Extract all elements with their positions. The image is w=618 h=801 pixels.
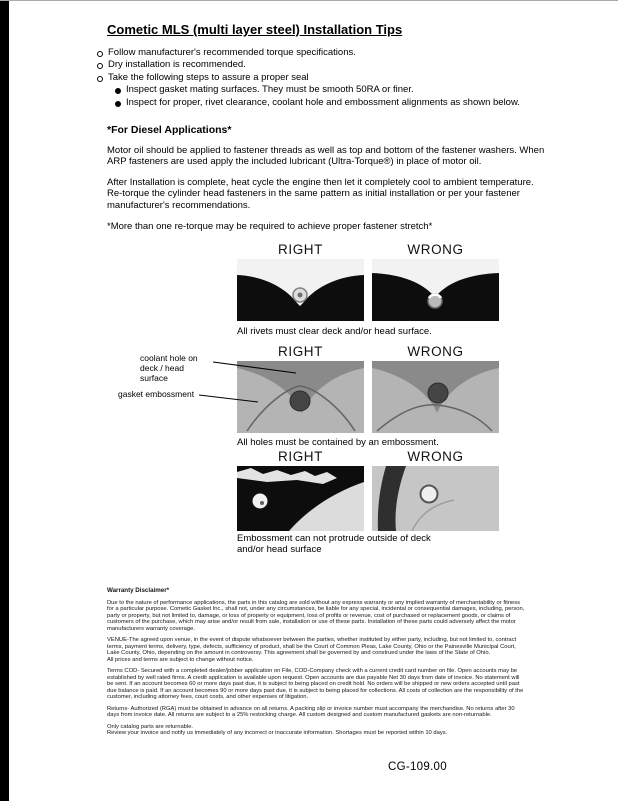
warranty-paragraph: Due to the nature of performance applications, the parts in this catalog are sold without any express warranty or any implied warranty of merchantability or fitness for a particular purpose. Cometic Gasket Inc., shall not, under any circumstances, be liable for any special, incidental or consequential damages, including, person, party or property, but not limited to, damage, or loss of property or equipment, loss of profits or revenue, cost of purchased or replacement goods, or claims of customers of the purchase, which may arise and/or result from sale, installation or use of these parts. Installation of these parts could adversely affect the motor manufacturers warranty coverage.: [107, 599, 525, 632]
open-bullet-icon: [97, 51, 103, 57]
row1-wrong-label: WRONG: [407, 242, 464, 258]
filled-bullet-icon: [115, 101, 121, 107]
tip-item: [97, 47, 618, 59]
page-title: Cometic MLS (multi layer steel) Installation Tips: [107, 22, 403, 37]
row2-right-image: [237, 361, 364, 433]
row3-right-label: RIGHT: [278, 449, 323, 465]
tip-text: Take the following steps to assure a proper seal: [108, 71, 309, 83]
row1-caption: All rivets must clear deck and/or head surface.: [237, 326, 432, 338]
row1-right-image: [237, 259, 364, 321]
row2-caption: All holes must be contained by an embossment.: [237, 437, 439, 449]
row3-wrong-label: WRONG: [407, 449, 464, 465]
diesel-paragraph-2: After Installation is complete, heat cycle the engine then let it completely cool to ambient temperature. Re-torque the cylinder head fasteners in the same pattern as initial installation or per your fastener manufacturer's recommendations.: [107, 176, 534, 211]
tip-text: Inspect gasket mating surfaces. They must be smooth 50RA or finer.: [126, 84, 414, 96]
page-number: CG-109.00: [388, 761, 447, 773]
warranty-paragraph: Returns- Authorized (RGA) must be obtained in advance on all returns. A packing slip or invoice number must accompany the merchandise. No returns after 30 days from invoice date. All returns are subject to a 25% restocking charge. All custom designed and custom manufactured gaskets are non-returnable.: [107, 705, 515, 719]
diagram-section: [0, 240, 618, 566]
warranty-disclaimer: [107, 588, 527, 737]
row1-right-label: RIGHT: [278, 242, 323, 258]
warranty-paragraph: Only catalog parts are returnable.: [107, 723, 194, 730]
tips-list: [97, 47, 618, 109]
diesel-applications-heading: *For Diesel Applications*: [107, 124, 232, 137]
gasket-embossment-callout: gasket embossment: [118, 389, 195, 400]
retorque-note: *More than one re-torque may be required to achieve proper fastener stretch*: [107, 221, 433, 233]
coolant-hole-callout: coolant hole on deck / head surface: [140, 353, 198, 384]
row1-wrong-image: [372, 259, 499, 321]
open-bullet-icon: [97, 76, 103, 82]
warranty-paragraph: Terms COD- Secured with a completed dealer/jobber application on File, COD-Company check with a current credit card number on file. Open accounts may be established by well rated firms. A credit application is available upon request. Open accounts are due payable Net 30 days from date of invoice. No statement will be sent. If an account becomes 60 or more days past due, it is subject to being placed on credit hold. No orders will be shipped or new orders accepted until past due balance is paid. If an account becomes 90 or more days past due, it is subject to being placed for collections. All costs of collection are the responsibility of the customer, including attorney fees, court costs, and other expenses of litigation.: [107, 668, 524, 701]
diesel-paragraph-1: Motor oil should be applied to fastener threads as well as top and bottom of the fastener washers. When ARP fasteners are used apply the included lubricant (Ultra-Torque®) in place of motor oil.: [107, 145, 545, 168]
tip-text: Dry installation is recommended.: [108, 59, 246, 71]
warranty-paragraph: Review your invoice and notify us immediately of any incorrect or inaccurate information. Shortages must be reported within 10 days.: [107, 730, 448, 737]
row3-wrong-image: [372, 466, 499, 531]
warranty-paragraph: All prices and terms are subject to change without notice.: [107, 656, 254, 663]
tip-text: Inspect for proper, rivet clearance, coolant hole and embossment alignments as shown below.: [126, 96, 520, 108]
tip-text: Follow manufacturer's recommended torque specifications.: [108, 47, 356, 58]
open-bullet-icon: [97, 63, 103, 69]
tip-sub-item: [115, 97, 618, 109]
row2-wrong-image: [372, 361, 499, 433]
page-content: [0, 1, 618, 742]
warranty-paragraph: VENUE-The agreed upon venue, in the event of dispute whatsoever between the parties, whether instituted by either party, including, but not limited to, contract terms, payment terms, delivery, type, defects, sufficiency of product, shall be the Court of Common Pleas, Lake County, Ohio or the Painesville Municipal Court, Lake County, Ohio, depending on the amount in controversy. This agreement shall be governed by and construed under the laws of the State of Ohio.: [107, 637, 517, 657]
row2-wrong-label: WRONG: [407, 344, 464, 360]
filled-bullet-icon: [115, 88, 121, 94]
row3-caption: Embossment can not protrude outside of deck and/or head surface: [237, 533, 431, 556]
tip-sub-item: [115, 84, 618, 96]
row3-right-image: [237, 466, 364, 531]
row2-right-label: RIGHT: [278, 344, 323, 360]
warranty-heading: Warranty Disclaimer*: [107, 587, 170, 595]
tip-item: [97, 72, 618, 84]
tip-item: [97, 59, 618, 71]
